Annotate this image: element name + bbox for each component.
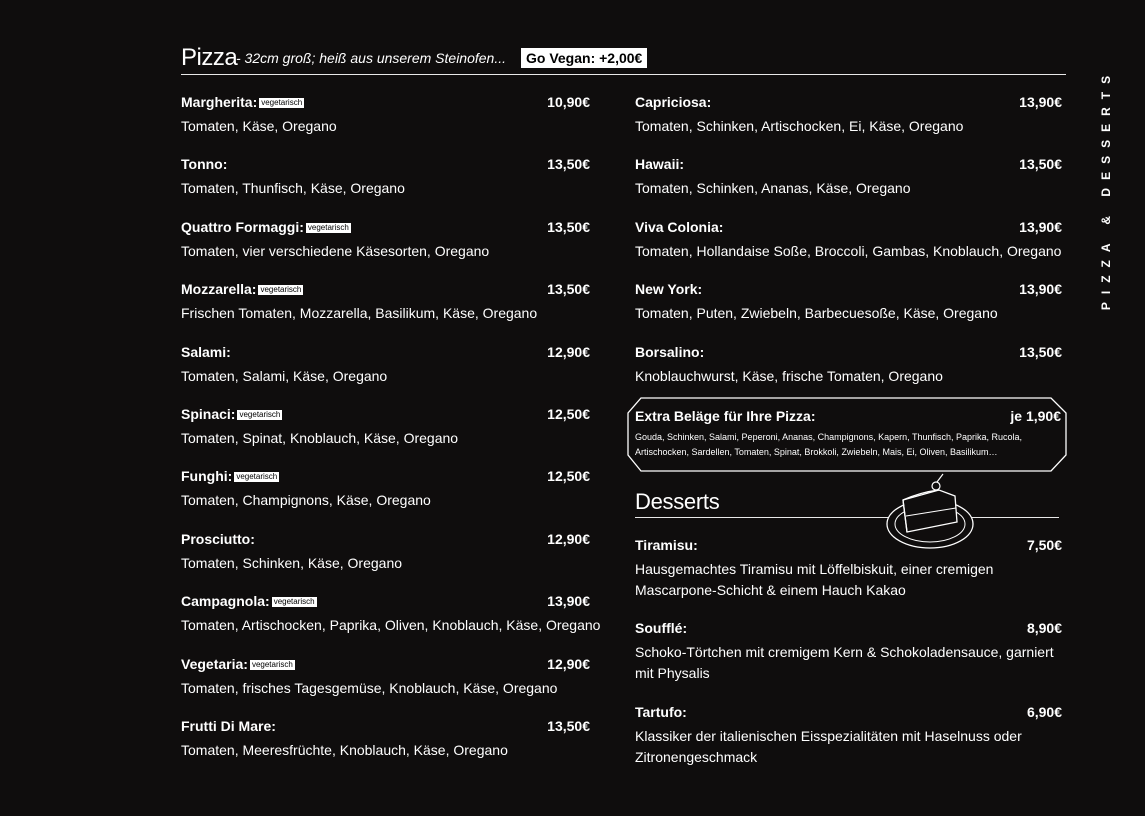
item-name-text: Tonno: (181, 156, 228, 173)
item-name-text: Viva Colonia: (635, 218, 724, 235)
item-name (181, 344, 231, 360)
item-description: Schoko-Törtchen mit cremigem Kern & Schokoladensauce, garniert mit Physalis (635, 644, 1054, 681)
item-description: Tomaten, Schinken, Ananas, Käse, Oregano (635, 180, 911, 197)
extras-description: Gouda, Schinken, Salami, Peperoni, Ananas, Champignons, Kapern, Thunfisch, Paprika, Rucola, Artischocken, Sardellen, Tomaten, Spinat, Brokkoli, Zwiebeln, Mais, Ei, Oliven, Basilikum… (635, 432, 1023, 457)
menu-item (635, 704, 1062, 774)
menu-item (635, 344, 1062, 394)
item-description: Tomaten, Schinken, Artischocken, Ei, Käse, Oregano (635, 118, 964, 134)
menu-item (181, 344, 590, 394)
item-name-text: Tartufo: (635, 704, 687, 720)
menu-item (181, 156, 590, 206)
item-description: Tomaten, Champignons, Käse, Oregano (181, 492, 431, 509)
item-description: Klassiker der italienischen Eisspezialitäten mit Haselnuss oder Zitronengeschmack (635, 728, 1022, 765)
vegetarian-tag: vegetarisch (307, 222, 349, 232)
item-price: 13,50€ (547, 218, 590, 235)
item-description: Tomaten, Schinken, Käse, Oregano (181, 554, 403, 571)
item-name (635, 94, 711, 110)
item-price: 12,90€ (547, 530, 590, 547)
item-name-text: Frutti Di Mare: (181, 718, 276, 734)
item-name-text: Funghi: (181, 468, 233, 485)
item-name (635, 156, 684, 172)
item-name (635, 620, 687, 636)
item-price: 13,50€ (1019, 156, 1062, 173)
item-name (181, 593, 317, 609)
item-price: 13,90€ (1019, 94, 1062, 110)
item-name-text: Capriciosa: (635, 94, 712, 110)
item-description: Tomaten, vier verschiedene Käsesorten, Oregano (181, 242, 490, 259)
item-price: 13,90€ (1019, 218, 1062, 235)
item-description: Hausgemachtes Tiramisu mit Löffelbiskuit, einer cremigen Mascarpone-Schicht & einem Hauch Kakao (635, 561, 994, 598)
vegetarian-tag: vegetarisch (239, 410, 281, 419)
vegetarian-tag: vegetarisch (251, 659, 293, 669)
menu-item (181, 468, 590, 518)
item-price: 13,50€ (547, 156, 590, 173)
vegetarian-tag: vegetarisch (261, 98, 303, 107)
item-name (181, 468, 279, 484)
pizza-title: Pizza (181, 44, 238, 71)
item-name-text: Borsalino: (635, 343, 705, 360)
pizza-header (181, 44, 1066, 75)
menu-item (181, 406, 590, 456)
extras-price: je 1,90€ (1010, 408, 1061, 424)
menu-item (635, 537, 1062, 607)
item-description: Tomaten, frisches Tagesgemüse, Knoblauch, Käse, Oregano (181, 679, 558, 696)
menu-item (181, 718, 590, 768)
item-name-text: Prosciutto: (181, 530, 255, 547)
side-label-text: PIZZA & DESSERTS (1099, 67, 1113, 311)
item-name (635, 219, 723, 235)
item-price: 13,50€ (1019, 343, 1062, 360)
menu-item (635, 156, 1062, 206)
item-name-text: Salami: (181, 343, 231, 360)
menu-item (635, 281, 1062, 331)
item-name-text: Mozzarella: (181, 281, 257, 298)
vegetarian-tag: vegetarisch (273, 597, 315, 607)
item-description: Tomaten, Puten, Zwiebeln, Barbecuesoße, Käse, Oregano (635, 305, 998, 322)
menu-item (635, 94, 1062, 144)
menu-item (181, 281, 590, 331)
item-price: 7,50€ (1026, 537, 1062, 553)
item-price: 6,90€ (1026, 704, 1062, 720)
item-name (635, 281, 702, 297)
item-name (181, 94, 304, 110)
menu-item (181, 656, 590, 706)
extra-toppings-box (627, 397, 1065, 471)
item-name-text: Tiramisu: (635, 537, 698, 553)
item-name-text: Soufflé: (635, 620, 688, 636)
go-vegan-badge: Go Vegan: +2,00€ (521, 48, 647, 68)
menu-item (635, 219, 1062, 269)
item-name (181, 281, 303, 297)
item-description: Tomaten, Käse, Oregano (181, 118, 337, 134)
item-price: 12,90€ (547, 343, 590, 360)
item-description: Frischen Tomaten, Mozzarella, Basilikum, Käse, Oregano (181, 305, 538, 322)
item-description: Tomaten, Salami, Käse, Oregano (181, 367, 388, 384)
item-name (181, 406, 282, 422)
item-name (181, 656, 295, 672)
item-name (635, 537, 698, 553)
item-description: Tomaten, Thunfisch, Käse, Oregano (181, 180, 405, 197)
item-name (181, 718, 276, 734)
item-price: 13,90€ (547, 593, 590, 610)
item-description: Tomaten, Spinat, Knoblauch, Käse, Oregano (181, 430, 459, 446)
extras-title: Extra Beläge für Ihre Pizza: (635, 408, 816, 424)
item-name-text: Margherita: (181, 94, 258, 110)
item-name (635, 704, 687, 720)
item-name-text: Vegetaria: (181, 655, 248, 672)
menu-item (181, 593, 601, 643)
item-name (635, 344, 704, 360)
item-price: 13,90€ (1019, 281, 1062, 298)
vegetarian-tag: vegetarisch (260, 285, 302, 295)
item-price: 13,50€ (547, 718, 590, 734)
item-price: 12,50€ (547, 468, 590, 485)
item-price: 13,50€ (547, 281, 590, 298)
item-price: 10,90€ (547, 94, 590, 110)
item-description: Tomaten, Hollandaise Soße, Broccoli, Gambas, Knoblauch, Oregano (635, 242, 1062, 259)
side-label (1095, 48, 1117, 330)
menu-item (181, 531, 590, 581)
item-price: 12,90€ (547, 655, 590, 672)
item-name-text: Campagnola: (181, 593, 270, 610)
item-name-text: Quattro Formaggi: (181, 218, 304, 235)
item-name (181, 531, 255, 547)
item-description: Tomaten, Artischocken, Paprika, Oliven, Knoblauch, Käse, Oregano (181, 617, 601, 634)
menu-item (635, 620, 1062, 690)
item-name-text: Spinaci: (181, 406, 236, 422)
item-description: Knoblauchwurst, Käse, frische Tomaten, Oregano (635, 367, 943, 384)
desserts-title: Desserts (635, 489, 720, 514)
desserts-header (635, 487, 1059, 518)
item-price: 8,90€ (1026, 620, 1062, 636)
item-name (181, 219, 351, 235)
item-name (181, 156, 227, 172)
item-name-text: Hawaii: (635, 156, 685, 173)
item-description: Tomaten, Meeresfrüchte, Knoblauch, Käse, Oregano (181, 742, 508, 758)
menu-item (181, 219, 590, 269)
pizza-subtitle: - 32cm groß; heiß aus unserem Steinofen... (236, 50, 507, 66)
menu-item (181, 94, 590, 144)
item-price: 12,50€ (547, 406, 590, 422)
item-name-text: New York: (635, 281, 703, 298)
vegetarian-tag: vegetarisch (236, 472, 278, 482)
